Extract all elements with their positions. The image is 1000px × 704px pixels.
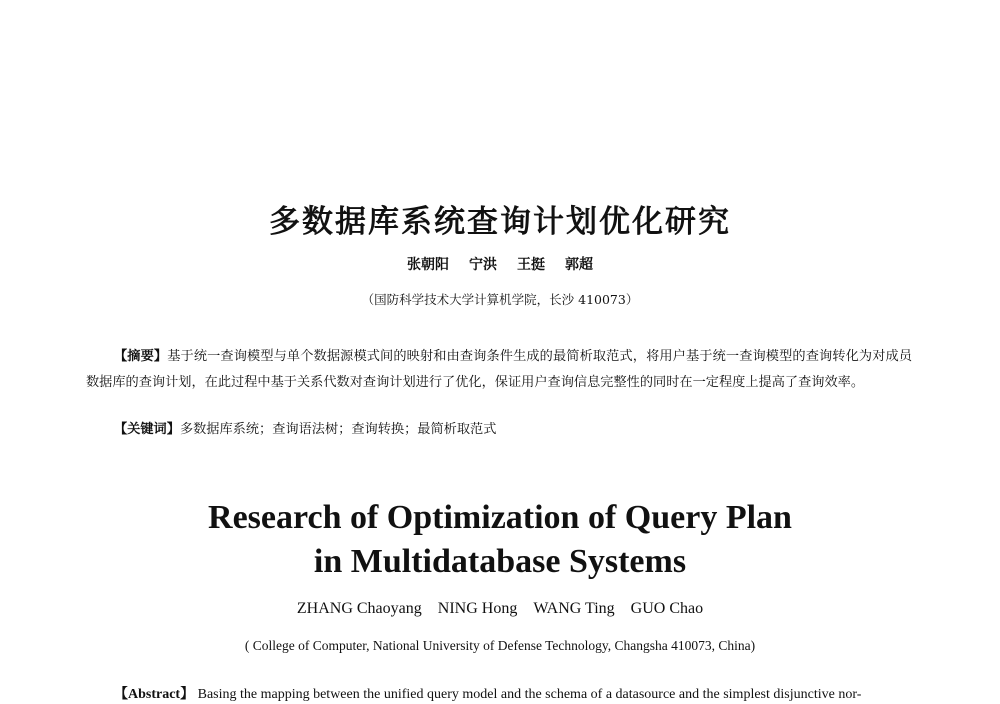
chinese-keywords (114, 417, 914, 443)
abstract-label: 【Abstract】 (114, 687, 195, 702)
abstract-label: 【摘要】 (114, 349, 168, 364)
chinese-abstract (86, 344, 912, 396)
keywords-text: 多数据库系统；查询语法树；查询转换；最简析取范式 (179, 422, 497, 437)
keywords-label: 【关键词】 (114, 422, 180, 437)
abstract-text: Basing the mapping between the unified query model and the schema of a datasource and the simplest disjunctive nor- (197, 687, 862, 702)
english-abstract (114, 686, 914, 704)
author-name: 王挺 (517, 257, 545, 273)
english-affiliation: ( College of Computer, National University of Defense Technology, Changsha 410073, China) (244, 638, 756, 653)
author-name: ZHANG Chaoyang (296, 600, 422, 617)
abstract-text: 基于统一查询模型与单个数据源模式间的映射和由查询条件生成的最简析取范式，将用户基于统一查询模型的查询转化为对成员数据库的查询计划，在此过程中基于关系代数对查询计划进行了优化，保证用户查询信息完整性的同时在一定程度上提高了查询效率。 (86, 349, 913, 390)
english-authors (0, 600, 1000, 618)
chinese-title: 多数据库系统查询计划优化研究 (269, 204, 731, 240)
author-name: 郭超 (565, 257, 593, 273)
english-title-line: in Multidatabase Systems (313, 543, 687, 580)
author-name: 张朝阳 (407, 257, 449, 273)
english-title-line: Research of Optimization of Query Plan (208, 499, 792, 536)
author-name: GUO Chao (630, 600, 704, 617)
author-name: WANG Ting (533, 600, 615, 617)
english-title (0, 496, 1000, 584)
chinese-affiliation: （国防科学技术大学计算机学院，长沙 410073） (361, 292, 639, 307)
author-name: 宁洪 (469, 257, 497, 273)
chinese-authors (0, 254, 1000, 274)
author-name: NING Hong (437, 600, 518, 617)
